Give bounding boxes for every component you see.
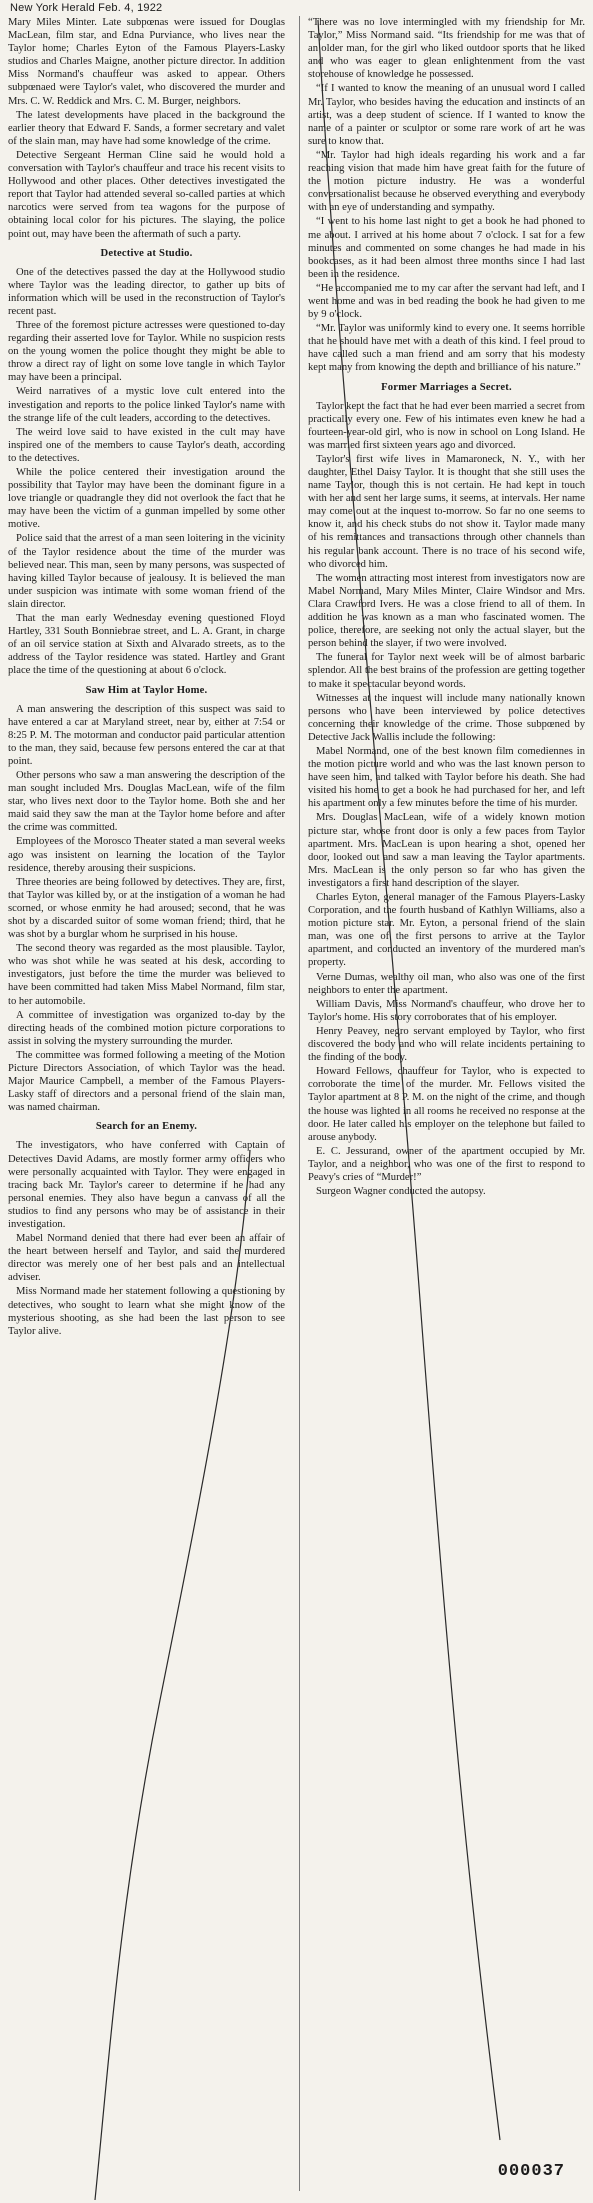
article-paragraph: Three theories are being followed by detectives. They are, first, that Taylor was killed by, or at the instigation of a woman he had scorned, or whose enmity he had aroused; second, that he was shot by a discarded suitor of some woman friend; third, that he was shot by a burglar whom he surprised in his house. bbox=[8, 876, 285, 941]
article-paragraph: One of the detectives passed the day at the Hollywood studio where Taylor was the leading director, to gather up bits of information which will be used in the reconstruction of Taylor's recent past. bbox=[8, 266, 285, 317]
article-paragraph: The committee was formed following a meeting of the Motion Picture Directors Association, of which Taylor was the head. Major Maurice Campbell, a member of the Famous Players-Lasky staff of directors and a personal friend of the slain man, was named chairman. bbox=[8, 1049, 285, 1114]
article-paragraph: “He accompanied me to my car after the servant had left, and I went home and was in bed reading the book he had given to me by 9 o'clock. bbox=[308, 282, 585, 321]
article-paragraph: Miss Normand made her statement following a questioning by detectives, who sought to learn what she might know of the mysterious shooting, as she had been the last person to see Taylor alive. bbox=[8, 1286, 285, 1337]
masthead: New York Herald Feb. 4, 1922 bbox=[10, 2, 163, 14]
article-paragraph: “If I wanted to know the meaning of an unusual word I called Mr. Taylor, who besides having the education and instincts of an artist, was a deep student of science. If I wanted to know the name of a painter or sculptor or some rare work of art he was sure to know that. bbox=[308, 83, 585, 147]
article-paragraph: Mabel Normand, one of the best known film comediennes in the motion picture world and who was the last known person to have seen him, and talked with Taylor before his death. She had visited his home to get a book he had purchased for her, and left his apartment only a few minutes before the time of his murder. bbox=[308, 745, 585, 810]
article-paragraph: Detective Sergeant Herman Cline said he would hold a conversation with Taylor's chauffeur and trace his recent visits to Hollywood and other places. Other detectives investigated the report that Taylor had attended several so-called parties at which narcotics were served from tea wagons for the purpose of obtaining local color for his pictures. The slaying, the police point out, may have been the aftermath of such a party. bbox=[8, 149, 285, 240]
left-column bbox=[8, 16, 285, 2191]
article-paragraph: A man answering the description of this suspect was said to have entered a car at Maryland street, near by, either at 7:54 or 8:25 P. M. The motorman and conductor paid particular attention to the man, they said, because few persons entered the car at that point. bbox=[8, 703, 285, 767]
article-paragraph: Weird narratives of a mystic love cult entered into the investigation and reports to the police linked Taylor's name with the strange life of the cult leaders, according to the detectives. bbox=[8, 386, 285, 424]
article-paragraph: The weird love said to have existed in the cult may have inspired one of the members to cause Taylor's death, according to the detectives. bbox=[8, 426, 285, 464]
article-paragraph: “There was no love intermingled with my friendship for Mr. Taylor,” Miss Normand said. “Its friendship for me was that of an older man, for the girl who liked outdoor sports that he liked and who was eager to glean enlightenment from the vast storehouse of knowledge he possessed. bbox=[308, 17, 585, 81]
article-paragraph: While the police centered their investigation around the possibility that Taylor may have been the dominant figure in a love triangle or quadrangle they did not overlook the fact that he may have been the victim of a gunman impelled by some other motive. bbox=[8, 467, 285, 531]
article-paragraph: Mary Miles Minter. Late subpœnas were issued for Douglas MacLean, film star, and Edna Purviance, who lives near the Taylor home; Charles Eyton of the Famous Players-Lasky studios and Charles Maigne, another picture director. In addition Miss Normand's chauffeur was asked to appear. Others subpœnaed were Taylor's valet, who discovered the murder and Mrs. C. W. Reddick and Mrs. C. M. Burger, neighbors. bbox=[8, 17, 285, 107]
article-paragraph: Verne Dumas, wealthy oil man, who also was one of the first neighbors to enter the apartment. bbox=[308, 971, 585, 996]
article-paragraph: That the man early Wednesday evening questioned Floyd Hartley, 331 South Bonniebrae street, and L. A. Grant, in charge of an oil service station at Sixth and Alvarado streets, as to the address of the Taylor residence was stated. Hartley and Grant place the time of the questioning at about 6 o'clock. bbox=[8, 613, 285, 677]
article-paragraph: Mrs. Douglas MacLean, wife of a widely known motion picture star, whose front door is only a few paces from Taylor apartment. Mrs. MacLean is upon hearing a shot, opened her door, looked out and saw a man leaving the Taylor apartments. Mrs. MacLean is the only person so far who has given the investigators a first hand description of the slayer. bbox=[308, 812, 585, 889]
right-column bbox=[299, 16, 585, 2191]
section-heading: Saw Him at Taylor Home. bbox=[85, 684, 208, 696]
article-paragraph: Mabel Normand denied that there had ever been an affair of the heart between herself and Taylor, and said the murdered director was merely one of her best pals and an intellectual adviser. bbox=[8, 1233, 285, 1284]
article-paragraph: Witnesses at the inquest will include many nationally known persons who have been interviewed by police detectives concerning their knowledge of the crime. Those subpœned by Detective Jack Wallis include the following: bbox=[308, 692, 585, 743]
archive-stamp: 000037 bbox=[497, 2162, 565, 2181]
article-paragraph: Other persons who saw a man answering the description of the man sought included Mrs. Douglas MacLean, wife of the film star, who lives next door to the Taylor home. Both she and her maid said they saw the man at the Taylor home before and after the crime was committed. bbox=[8, 769, 285, 834]
article-paragraph: “I went to his home last night to get a book he had phoned to me about. I arrived at his home about 7 o'clock. I sat for a few minutes and commented on some changes he had made in his bookcases, as it had been almost three months since I had last been in the residence. bbox=[308, 216, 585, 280]
article-paragraph: Three of the foremost picture actresses were questioned to-day regarding their asserted love for Taylor. While no suspicion rests on the young women the police thought they might be able to throw a direct ray of light on some love tangle in which Taylor may have been a principal. bbox=[8, 319, 285, 384]
article-paragraph: Employees of the Morosco Theater stated a man several weeks ago was insistent on learning the location of the Taylor residence, thereby arousing their suspicions. bbox=[8, 836, 285, 874]
article-paragraph: The latest developments have placed in the background the earlier theory that Edward F. Sands, a former secretary and valet of the slain man, may have had some knowledge of the crime. bbox=[8, 109, 285, 147]
article-paragraph: Taylor kept the fact that he had ever been married a secret from practically every one. Few of his intimates even knew he had a fourteen-year-old girl, who is now in school on Long Island. He was married first sixteen years ago and divorced. bbox=[308, 400, 585, 451]
article-paragraph: The second theory was regarded as the most plausible. Taylor, who was shot while he was seated at his desk, according to investigators, just before the time the murder was believed to have been committed had taken Miss Mabel Normand, film star, to her automobile. bbox=[8, 943, 285, 1007]
article-paragraph: Surgeon Wagner conducted the autopsy. bbox=[316, 1186, 486, 1198]
section-heading: Search for an Enemy. bbox=[95, 1121, 198, 1133]
article-paragraph: Taylor's first wife lives in Mamaroneck, N. Y., with her daughter, Ethel Daisy Taylor. It is thought that she still uses the name Taylor, though this is not certain. He had kept in touch with her and sent her large sums, it seems, at intervals. Her name may come out at the inquest to-morrow. So far no one seems to know it, and his check stubs do not show it. Taylor made many of his remittances and transactions through other channels than his regular bank account. There is no trace of his second wife, who divorced him. bbox=[308, 453, 585, 570]
article-paragraph: William Davis, Miss Normand's chauffeur, who drove her to Taylor's home. His story corroborates that of his employer. bbox=[308, 998, 585, 1023]
article-paragraph: A committee of investigation was organized to-day by the directing heads of the combined motion picture corporations to assist in solving the mystery surrounding the murder. bbox=[8, 1009, 285, 1047]
article-paragraph: Police said that the arrest of a man seen loitering in the vicinity of the Taylor residence about the time of the murder was believed near. This man, seen by many persons, was suspected of having killed Taylor because of jealousy. It is believed the man under suspicion was intimate with some woman friend of the slain director. bbox=[8, 533, 285, 610]
article-paragraph: Charles Eyton, general manager of the Famous Players-Lasky Corporation, and the fourth husband of Kathlyn Williams, also a motion picture star. Mr. Eyton, a personal friend of the slain man, was one of the first persons to arrive at the Taylor apartment, and conducted an inventory of the murdered man's property. bbox=[308, 892, 585, 969]
article-paragraph: “Mr. Taylor had high ideals regarding his work and a far reaching vision that made him have great faith for the future of the motion picture industry. He was a wonderful conversationalist because he observed everything and everybody with an eye of understanding and sympathy. bbox=[308, 149, 585, 214]
section-heading: Detective at Studio. bbox=[100, 247, 193, 259]
article-paragraph: E. C. Jessurand, owner of the apartment occupied by Mr. Taylor, and a neighbor, who was one of the first to respond to Peavy's cries of “Murder!” bbox=[308, 1145, 585, 1183]
section-heading: Former Marriages a Secret. bbox=[381, 381, 512, 393]
article-paragraph: “Mr. Taylor was uniformly kind to every one. It seems horrible that he should have met with a death of this kind. I feel proud to have called such a man friend and am sorry that his modesty kept many from knowing the depth and brilliance of his nature.” bbox=[308, 323, 585, 374]
article-paragraph: Howard Fellows, chauffeur for Taylor, who is expected to corroborate the time of the murder. Mr. Fellows visited the Taylor apartment at 8 P. M. on the night of the crime, and though the house was lighted in all rooms he received no response at the door. He later called his employer on the telephone but failed to arouse anybody. bbox=[308, 1066, 585, 1143]
article-paragraph: The funeral for Taylor next week will be of almost barbaric splendor. All the best brains of the profession are getting together to make it spectacular beyond words. bbox=[308, 652, 585, 690]
article-paragraph: Henry Peavey, negro servant employed by Taylor, who first discovered the body and who will relate incidents pertaining to the finding of the body. bbox=[308, 1025, 585, 1064]
article-paragraph: The women attracting most interest from investigators now are Mabel Normand, Mary Miles Minter, Claire Windsor and Mrs. Clara Crawford Ivers. He was a close friend to all of them. In addition he was known as a man who fascinated women. The police, therefore, are seeking not only the actual slayer, but the person behind the slayer, if two were involved. bbox=[308, 572, 585, 650]
article-paragraph: The investigators, who have conferred with Captain of Detectives David Adams, are mostly former army officers who were personally acquainted with Taylor. They were engaged in tracing back Mr. Taylor's career to determine if he had any personal enemies. They also have begun a canvass of all the studios to find any persons who may be of assistance in their investigation. bbox=[8, 1140, 285, 1230]
